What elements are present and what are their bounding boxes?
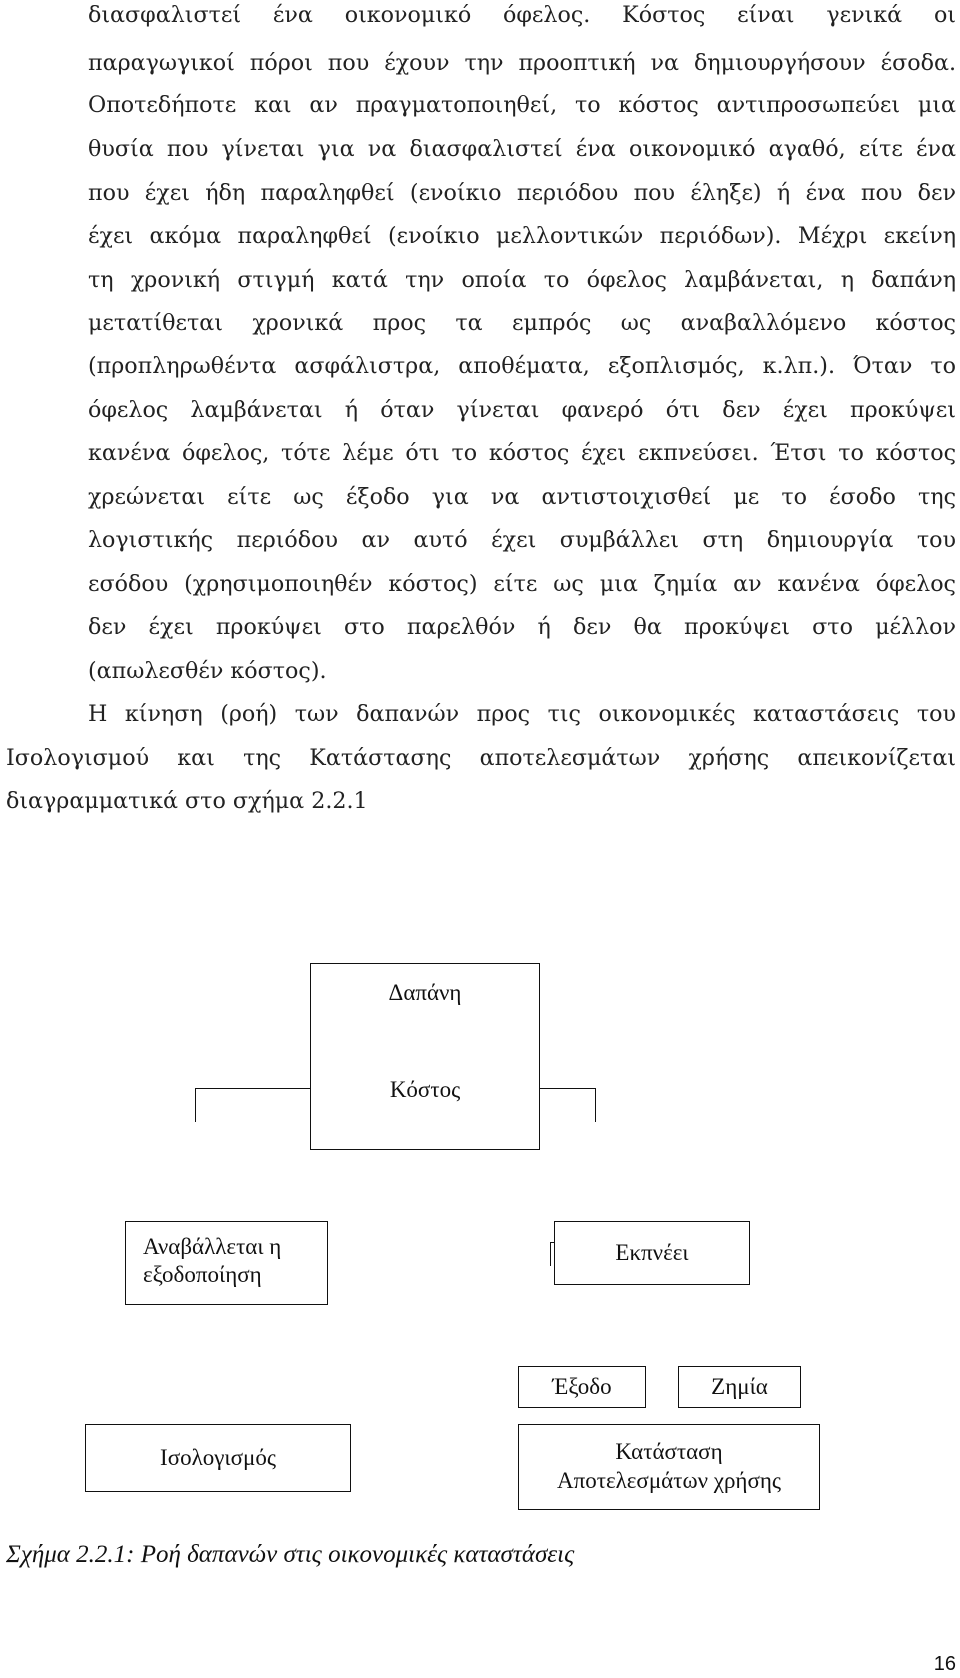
expense-box xyxy=(310,963,540,1150)
expired-box xyxy=(554,1221,750,1285)
expense-label: Δαπάνη xyxy=(388,980,462,1005)
expired-label: Εκπνέει xyxy=(615,1240,689,1265)
text-line: λογιστικής περιόδου αν αυτό έχει συμβάλλει στη δημιουργία του xyxy=(88,527,956,553)
text-line: έχει ακόμα παραληφθεί (ενοίκιο μελλοντικών περιόδων). Μέχρι εκείνη xyxy=(88,223,956,249)
text-line: Η κίνηση (ροή) των δαπανών προς τις οικονομικές καταστάσεις του xyxy=(88,701,956,727)
income-statement-line1: Κατάσταση xyxy=(615,1439,723,1464)
deferred-box xyxy=(125,1221,328,1305)
text-line: που έχει ήδη παραληφθεί (ενοίκιο περιόδου που έληξε) ή ένα που δεν xyxy=(88,180,956,206)
connector-line xyxy=(550,1242,551,1266)
text-line: τη χρονική στιγμή κατά την οποία το όφελος λαμβάνεται, η δαπάνη xyxy=(88,267,956,293)
balance-sheet-box xyxy=(85,1424,351,1492)
loss-label: Ζημία xyxy=(711,1374,768,1399)
deferred-label-line1: Αναβάλλεται η xyxy=(143,1234,282,1259)
figure-caption: Σχήμα 2.2.1: Ροή δαπανών στις οικονομικές καταστάσεις xyxy=(6,1541,575,1568)
deferred-label-line2: εξοδοποίηση xyxy=(143,1262,262,1287)
income-statement-box xyxy=(518,1424,820,1510)
text-line: παραγωγικοί πόροι που έχουν την προοπτική να δημιουργήσουν έσοδα. xyxy=(88,50,956,76)
page-number: 16 xyxy=(933,1653,956,1675)
text-line: (προπληρωθέντα ασφάλιστρα, αποθέματα, εξοπλισμός, κ.λπ.). Όταν το xyxy=(88,353,956,379)
text-line: Οποτεδήποτε και αν πραγματοποιηθεί, το κόστος αντιπροσωπεύει μια xyxy=(88,92,956,118)
balance-sheet-label: Ισολογισμός xyxy=(160,1445,276,1470)
text-line: χρεώνεται είτε ως έξοδο για να αντιστοιχισθεί με το έσοδο της xyxy=(88,484,956,510)
connector-line xyxy=(195,1088,196,1122)
loss-box xyxy=(678,1366,801,1408)
expense-item-label: Έξοδο xyxy=(552,1374,612,1399)
text-line: εσόδου (χρησιμοποιηθέν κόστος) είτε ως μια ζημία αν κανένα όφελος xyxy=(88,571,956,597)
text-line: Ισολογισμού και της Κατάστασης αποτελεσμάτων χρήσης απεικονίζεται xyxy=(6,745,956,771)
text-line: κανένα όφελος, τότε λέμε ότι το κόστος έχει εκπνεύσει. Έτσι το κόστος xyxy=(88,440,956,466)
cost-label: Κόστος xyxy=(389,1077,461,1102)
text-line: (απωλεσθέν κόστος). xyxy=(88,658,327,684)
text-line: θυσία που γίνεται για να διασφαλιστεί ένα οικονομικό αγαθό, είτε ένα xyxy=(88,136,956,162)
text-line: διασφαλιστεί ένα οικονομικό όφελος. Κόστος είναι γενικά οι xyxy=(88,2,956,28)
text-line: όφελος λαμβάνεται ή όταν γίνεται φανερό ότι δεν έχει προκύψει xyxy=(88,397,956,423)
income-statement-line2: Αποτελεσμάτων χρήσης xyxy=(557,1468,781,1493)
text-line: δεν έχει προκύψει στο παρελθόν ή δεν θα προκύψει στο μέλλον xyxy=(88,614,956,640)
expense-item-box xyxy=(518,1366,646,1408)
text-line: μετατίθεται χρονικά προς τα εμπρός ως αναβαλλόμενο κόστος xyxy=(88,310,956,336)
text-line: διαγραμματικά στο σχήμα 2.2.1 xyxy=(6,788,368,814)
connector-line xyxy=(595,1088,596,1122)
